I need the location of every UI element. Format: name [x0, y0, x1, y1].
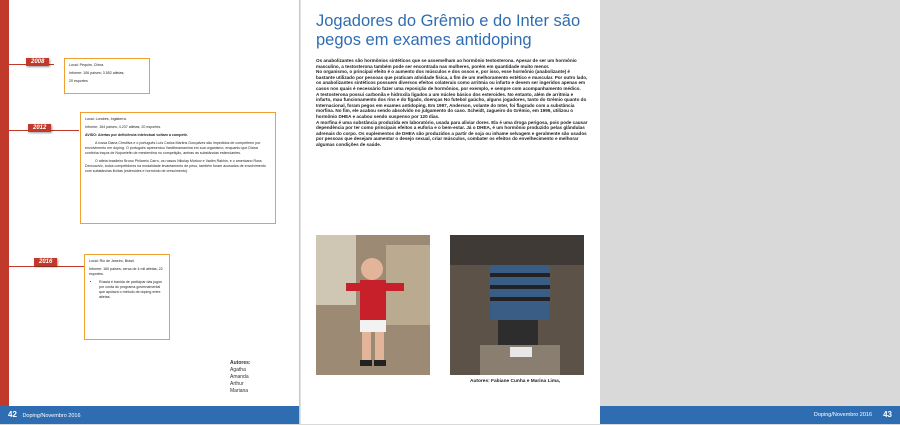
author-name: Amanda: [230, 374, 249, 380]
entry-info: Informe: 160 países; cerca de 4 mil atletas; 22 esportes.: [89, 267, 163, 276]
publication-name: Doping/Novembro 2016: [813, 412, 872, 418]
authors-title: Autores:: [230, 360, 251, 366]
photo-striped-jersey: [450, 235, 584, 375]
footer-right: [600, 406, 900, 424]
entry-info: Informe: 164 países; 4.237 atletas; 20 esportes.: [85, 125, 162, 129]
entry-location: Local: Rio de Janeiro, Brasil.: [89, 259, 135, 263]
year-tag-2008: 2008: [26, 58, 49, 66]
entry-location: Local: Pequim, China.: [69, 63, 105, 67]
authors-block: [230, 360, 251, 395]
year-tag-2016: 2016: [34, 258, 57, 266]
right-page: [300, 0, 892, 424]
entry-info: Informe: 106 países; 3.552 atletas;: [69, 71, 125, 75]
article-paragraph: A testosterona possui carbonila e hidroxila ligados a um núcleo básico dos esteroides. No entanto, além de arritmia e infarto, mau funcionamento dos rins e do fígado, doenças No futebol gaúcho, alguns jogadores, tanto do Grêmio quanto do Internacional, foram pegos em exames antidoping. Em 1997, Anderson, volante do Inter, foi flagrado com a substância morfina. No fim, ele acabou sendo absolvido no julgamento do caso. Scheidt, zagueiro do Grêmio, em 1999, utilizou o hormônio DHEA e acabou sendo suspenso por 120 dias.: [316, 91, 587, 119]
entry-notice: AVISO: Alertas por deficiência intelectual voltam a competir.: [85, 133, 188, 137]
footer-left: [0, 406, 300, 424]
list-item: • Rússia é banida de participar das jogos por conta do programa governamental que apoiava o método de doping entre atletas.: [99, 280, 165, 300]
author-name: Arthur: [230, 381, 244, 387]
entry-paragraph: A russa Diana Chrstliva e o português Luís Carlos Martins Gonçalves são impedidos de competirem por envolvimento em doping. O português apresentou Vardtheamamina em sua organismo, enquanto que Diana continha traços de Nopoelefin de mestemlina no competição, ambas as substâncias estimulantes.: [85, 141, 261, 155]
page-gutter: [299, 0, 301, 424]
publication-name: Doping/Novembro 2016: [22, 413, 81, 419]
author-name: Mariana: [230, 388, 249, 394]
page-number: 43: [883, 410, 892, 419]
entry-box-2012: [80, 112, 276, 224]
timeline-connector: [9, 266, 84, 267]
photo-red-jersey: [316, 235, 430, 375]
author-name: Agatha: [230, 367, 246, 373]
article-body: [316, 58, 588, 148]
year-tag-2012: 2012: [28, 124, 51, 132]
photo-red-jersey-graphic: [316, 235, 430, 375]
entry-list: [89, 280, 165, 300]
article-paragraph: Os anabolizantes são hormônios sintéticos que se assemelham ao hormônio testosterona. Apesar de ser um hormônio masculino, a testosterona também pode ser encontrada nas mulheres, porém em quantidade muito menor.: [316, 58, 577, 69]
article-paragraph: A morfina é uma substância produzida em laboratório, usada para aliviar dores. Ela é uma droga perigosa, pois pode causar dependência por ter como principais efeitos a euforia e o bem-estar. Já o DHEA, é um hormônio produzido pelas glândulas adrenais do corpo. Os suplementos de DHEA são produzidos a partir de soja ou inhame selvagem e geralmente são usados por pessoas que desejam aumentar o desejo sexual, criar músculos, combater os efeitos do envelhecimento e melhorar algumas condições de saúde.: [316, 119, 588, 147]
timeline-sidebar-bar: [0, 0, 9, 424]
entry-box-2016: [84, 254, 170, 340]
entry-paragraph: O atleta brasileiro Bruno Philarelo Carro, os russos Nikolay Morkov e Vadim Rakhin, e o americano Ross Dercocovic, todos competidores na modalidade levantamento de peso, também foram acusados de envolvimento com substâncias ilícitas (esteroides e hormônio de crescimento).: [85, 159, 266, 173]
page-number: 42: [8, 410, 17, 419]
photo-striped-jersey-graphic: [450, 235, 584, 375]
entry-box-2008: [64, 58, 150, 94]
article-paragraph: No organismo, o principal efeito é o aumento dos músculos e dos ossos e, por isso, esse hormônio (anabolizante) é bastante utilizado por pessoas que praticam atividade física, a fim de um melhoramento estético e muscular. Por outro lado, os anabolizantes sintéticos possuem diversos efeitos colaterais como arritmia ou infarto e devem ser ingeridos apenas em casos nos quais é necessário fazer uma reposição de hormônios, por exemplo, e sempre com acompanhamento médico.: [316, 69, 588, 91]
entry-location: Local: Londres, Inglaterra.: [85, 117, 127, 121]
photo-caption: Autores: Fabiane Cunha e Marina Lima,: [470, 379, 561, 384]
article-title: Jogadores do Grêmio e do Inter são pegos em exames antidoping: [316, 12, 581, 49]
entry-info-cont: 20 esportes: [69, 79, 88, 83]
left-page: [0, 0, 300, 424]
